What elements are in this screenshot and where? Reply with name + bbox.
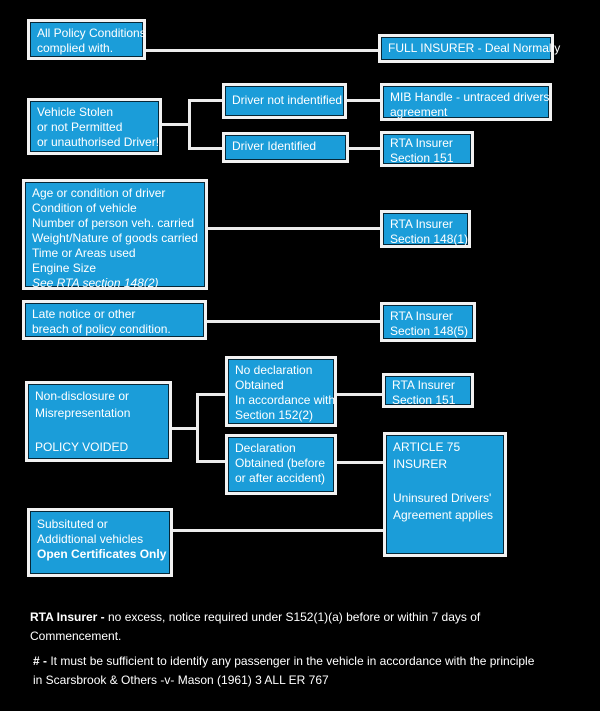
node-text-line: Addidtional vehicles: [37, 532, 144, 546]
node-text-line: Open Certificates Only: [37, 547, 167, 561]
node-vehicle-stolen: [27, 98, 162, 155]
node-text-line: No declaration: [235, 363, 313, 377]
node-text-line: Section 148(5): [390, 324, 469, 338]
node-text-line: RTA Insurer: [392, 378, 455, 392]
node-all-policy-conditions: [27, 19, 146, 60]
node-text-line: INSURER: [393, 457, 448, 471]
node-text-line: Number of person veh. carried: [32, 216, 195, 230]
node-text-line: Obtained: [235, 378, 284, 392]
node-text-line: FULL INSURER - Deal Normally: [388, 41, 561, 55]
node-text-line: Obtained (before: [235, 456, 326, 470]
footer-bold-prefix: # -: [33, 654, 48, 668]
node-full-insurer: [378, 34, 561, 63]
node-text-line: See RTA section 148(2): [32, 276, 159, 290]
node-text-line: Non-disclosure or: [35, 389, 130, 403]
connector-line: [162, 123, 191, 126]
node-text-line: Vehicle Stolen: [37, 105, 114, 119]
node-rta-insurer-151-top: [380, 131, 474, 167]
connector-line: [196, 393, 225, 396]
node-policy-restrictions: [22, 179, 208, 290]
node-text-line: Age or condition of driver: [32, 186, 166, 200]
node-driver-not-identified: [222, 83, 347, 119]
node-text-line: or after accident): [235, 471, 326, 485]
node-text-line: Driver Identified: [232, 139, 317, 153]
footer-text: no excess, notice required under S152(1)(a) before or within 7 days of: [104, 610, 481, 624]
node-late-notice: [22, 300, 207, 340]
node-text-line: Declaration: [235, 441, 296, 455]
connector-line: [337, 461, 383, 464]
connector-line: [207, 320, 380, 323]
node-text-line: Weight/Nature of goods carried: [32, 231, 198, 245]
node-text-line: RTA Insurer: [390, 309, 453, 323]
footer-note-rta-insurer: [30, 608, 480, 646]
connector-line: [196, 393, 199, 463]
node-text-line: MIB Handle - untraced drivers: [390, 90, 550, 104]
node-text-line: complied with.: [37, 41, 114, 55]
node-text-line: RTA Insurer: [390, 136, 453, 150]
connector-line: [172, 427, 199, 430]
connector-line: [173, 529, 383, 532]
connector-line: [146, 49, 378, 52]
node-declaration: [225, 434, 337, 495]
node-driver-identified: [222, 132, 349, 163]
node-text-line: agreement: [390, 105, 448, 119]
connector-line: [208, 227, 380, 230]
node-rta-insurer-151-lower: [382, 373, 474, 408]
node-rta-insurer-148-1: [380, 210, 471, 248]
node-text-line: RTA Insurer: [390, 217, 453, 231]
node-text-line: Subsituted or: [37, 517, 108, 531]
node-text-line: Section 151: [392, 393, 456, 407]
node-text-line: [393, 473, 497, 490]
node-substituted-vehicles: [27, 508, 173, 577]
node-text-line: or unauthorised Driver!: [37, 135, 160, 149]
node-text-line: In accordance with: [235, 393, 336, 407]
node-text-line: Uninsured Drivers': [393, 491, 492, 505]
connector-line: [188, 147, 222, 150]
node-text-line: Agreement applies: [393, 508, 494, 522]
footer-bold-prefix: RTA Insurer -: [30, 610, 105, 624]
node-text-line: Section 148(1): [390, 232, 469, 246]
node-text-line: Time or Areas used: [32, 246, 136, 260]
node-text-line: or not Permitted: [37, 120, 123, 134]
node-text-line: Driver not indentified: [232, 93, 343, 107]
node-text-line: Engine Size: [32, 261, 97, 275]
connector-line: [337, 393, 382, 396]
node-text-line: [35, 422, 162, 439]
node-non-disclosure: [25, 381, 172, 462]
footer-text-line: [30, 608, 480, 627]
footer-text-line: [33, 652, 534, 671]
connector-line: [347, 99, 380, 102]
connector-line: [188, 99, 191, 150]
node-text-line: Condition of vehicle: [32, 201, 137, 215]
connector-line: [349, 147, 380, 150]
node-text-line: Section 152(2): [235, 408, 314, 422]
node-no-declaration: [225, 356, 337, 427]
node-mib-handle: [380, 83, 552, 121]
node-text-line: All Policy Conditions: [37, 26, 146, 40]
connector-line: [188, 99, 222, 102]
node-text-line: POLICY VOIDED: [35, 440, 129, 454]
connector-line: [196, 460, 225, 463]
node-text-line: Section 151: [390, 151, 454, 165]
footer-text-line: Commencement.: [30, 629, 122, 643]
node-text-line: ARTICLE 75: [393, 440, 461, 454]
footer-text: It must be sufficient to identify any passenger in the vehicle in accordance with the principle: [47, 654, 535, 668]
node-article-75-insurer: [383, 432, 507, 557]
footer-text-line: in Scarsbrook & Others -v- Mason (1961) 3 ALL ER 767: [33, 673, 329, 687]
node-text-line: Late notice or other: [32, 307, 136, 321]
footer-note-passenger: [33, 652, 534, 690]
node-rta-insurer-148-5: [380, 302, 476, 342]
node-text-line: Misrepresentation: [35, 406, 131, 420]
node-text-line: breach of policy condition.: [32, 322, 171, 336]
